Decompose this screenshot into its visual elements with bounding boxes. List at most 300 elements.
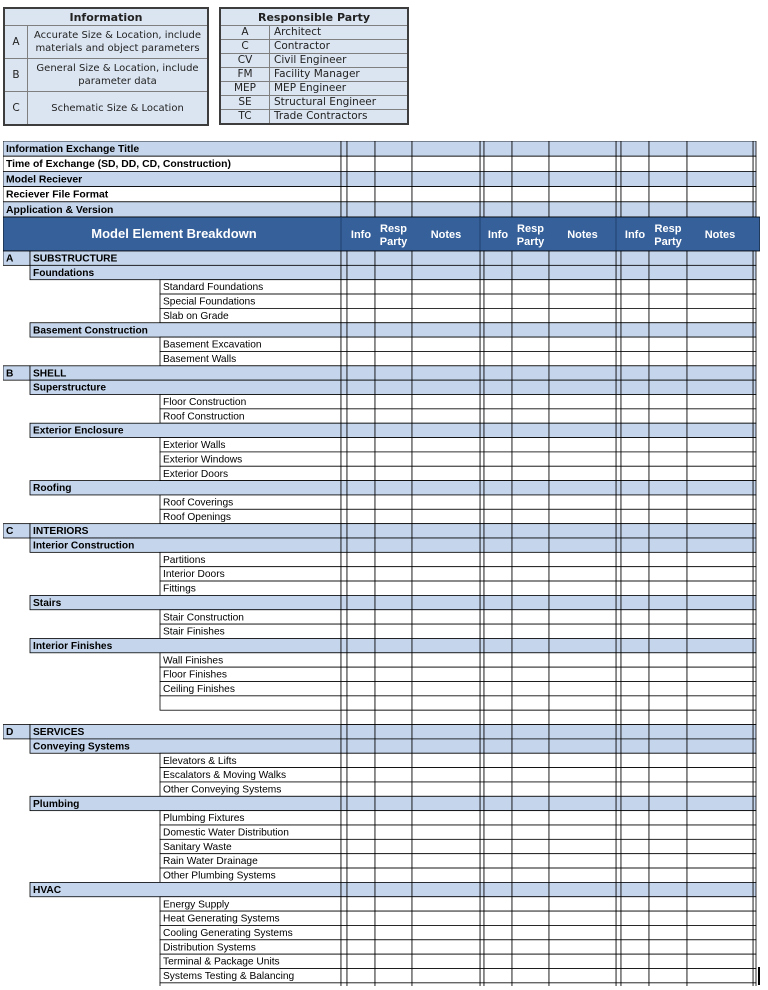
info-cell-element-1[interactable] (347, 509, 375, 523)
resp-party-cell-element-1[interactable] (375, 567, 412, 581)
notes-cell-element-3[interactable] (687, 782, 753, 796)
notes-cell-element-3[interactable] (687, 265, 753, 279)
resp-party-cell-element-2[interactable] (512, 567, 549, 581)
notes-cell-element-3[interactable] (687, 552, 753, 566)
notes-cell-element-2[interactable] (549, 251, 616, 265)
info-cell-element-3[interactable] (621, 538, 649, 552)
info-cell-element-3[interactable] (621, 567, 649, 581)
resp-party-cell-element-2[interactable] (512, 768, 549, 782)
notes-cell-element-3[interactable] (687, 854, 753, 868)
notes-cell-element-2[interactable] (549, 595, 616, 609)
resp-party-cell-exchange-3[interactable] (649, 171, 687, 186)
info-cell-element-2[interactable] (484, 366, 512, 380)
info-cell-element-3[interactable] (621, 280, 649, 294)
resp-party-cell-element-2[interactable] (512, 811, 549, 825)
resp-party-cell-element-3[interactable] (649, 380, 687, 394)
resp-party-cell-element-1[interactable] (375, 337, 412, 351)
info-cell-element-1[interactable] (347, 897, 375, 911)
info-cell-element-1[interactable] (347, 696, 375, 710)
info-cell-element-3[interactable] (621, 337, 649, 351)
resp-party-cell-element-1[interactable] (375, 969, 412, 983)
notes-cell-element-1[interactable] (412, 653, 480, 667)
info-cell-exchange-2[interactable] (484, 202, 512, 217)
notes-cell-element-1[interactable] (412, 567, 480, 581)
info-cell-element-3[interactable] (621, 868, 649, 882)
notes-cell-element-3[interactable] (687, 753, 753, 767)
info-cell-element-3[interactable] (621, 438, 649, 452)
info-cell-element-3[interactable] (621, 911, 649, 925)
notes-cell-element-2[interactable] (549, 882, 616, 896)
resp-party-cell-element-3[interactable] (649, 438, 687, 452)
notes-cell-element-2[interactable] (549, 854, 616, 868)
notes-cell-element-1[interactable] (412, 509, 480, 523)
info-cell-element-3[interactable] (621, 481, 649, 495)
info-cell-element-3[interactable] (621, 409, 649, 423)
resp-party-cell-element-3[interactable] (649, 811, 687, 825)
notes-cell-element-2[interactable] (549, 581, 616, 595)
resp-party-cell-element-1[interactable] (375, 667, 412, 681)
resp-party-cell-exchange-3[interactable] (649, 141, 687, 156)
info-cell-element-2[interactable] (484, 294, 512, 308)
notes-cell-exchange-2[interactable] (549, 156, 616, 171)
notes-cell-element-1[interactable] (412, 925, 480, 939)
info-cell-element-1[interactable] (347, 725, 375, 739)
resp-party-cell-element-3[interactable] (649, 337, 687, 351)
notes-cell-element-1[interactable] (412, 337, 480, 351)
notes-cell-element-2[interactable] (549, 925, 616, 939)
notes-cell-element-2[interactable] (549, 308, 616, 322)
notes-cell-element-3[interactable] (687, 581, 753, 595)
notes-cell-element-3[interactable] (687, 567, 753, 581)
info-cell-element-2[interactable] (484, 423, 512, 437)
notes-cell-element-2[interactable] (549, 567, 616, 581)
resp-party-cell-element-1[interactable] (375, 265, 412, 279)
notes-cell-element-3[interactable] (687, 768, 753, 782)
notes-cell-element-2[interactable] (549, 495, 616, 509)
resp-party-cell-element-2[interactable] (512, 466, 549, 480)
notes-cell-element-1[interactable] (412, 624, 480, 638)
resp-party-cell-element-2[interactable] (512, 653, 549, 667)
notes-cell-element-3[interactable] (687, 509, 753, 523)
resp-party-cell-element-1[interactable] (375, 653, 412, 667)
info-cell-element-1[interactable] (347, 940, 375, 954)
resp-party-cell-exchange-1[interactable] (375, 187, 412, 202)
resp-party-cell-element-2[interactable] (512, 739, 549, 753)
notes-cell-element-2[interactable] (549, 481, 616, 495)
notes-cell-element-3[interactable] (687, 366, 753, 380)
info-cell-element-1[interactable] (347, 366, 375, 380)
notes-cell-element-3[interactable] (687, 538, 753, 552)
notes-cell-exchange-2[interactable] (549, 171, 616, 186)
notes-cell-element-2[interactable] (549, 782, 616, 796)
info-cell-element-3[interactable] (621, 552, 649, 566)
notes-cell-element-2[interactable] (549, 839, 616, 853)
notes-cell-element-2[interactable] (549, 337, 616, 351)
info-cell-element-3[interactable] (621, 610, 649, 624)
resp-party-cell-element-1[interactable] (375, 854, 412, 868)
info-cell-element-2[interactable] (484, 739, 512, 753)
notes-cell-element-1[interactable] (412, 969, 480, 983)
info-cell-element-2[interactable] (484, 552, 512, 566)
notes-cell-element-1[interactable] (412, 380, 480, 394)
notes-cell-element-1[interactable] (412, 366, 480, 380)
notes-cell-element-2[interactable] (549, 265, 616, 279)
resp-party-cell-element-2[interactable] (512, 509, 549, 523)
info-cell-element-1[interactable] (347, 294, 375, 308)
notes-cell-element-3[interactable] (687, 882, 753, 896)
info-cell-element-1[interactable] (347, 337, 375, 351)
notes-cell-element-1[interactable] (412, 811, 480, 825)
notes-cell-element-3[interactable] (687, 308, 753, 322)
notes-cell-exchange-2[interactable] (549, 141, 616, 156)
resp-party-cell-element-1[interactable] (375, 768, 412, 782)
resp-party-cell-element-1[interactable] (375, 395, 412, 409)
info-cell-element-3[interactable] (621, 653, 649, 667)
info-cell-element-2[interactable] (484, 825, 512, 839)
resp-party-cell-exchange-3[interactable] (649, 156, 687, 171)
resp-party-cell-element-3[interactable] (649, 552, 687, 566)
resp-party-cell-element-2[interactable] (512, 753, 549, 767)
notes-cell-element-2[interactable] (549, 524, 616, 538)
info-cell-element-3[interactable] (621, 638, 649, 652)
resp-party-cell-element-1[interactable] (375, 696, 412, 710)
resp-party-cell-element-2[interactable] (512, 323, 549, 337)
resp-party-cell-element-2[interactable] (512, 452, 549, 466)
info-cell-element-2[interactable] (484, 796, 512, 810)
resp-party-cell-element-2[interactable] (512, 395, 549, 409)
resp-party-cell-element-1[interactable] (375, 466, 412, 480)
info-cell-element-3[interactable] (621, 983, 649, 986)
notes-cell-element-3[interactable] (687, 811, 753, 825)
info-cell-element-1[interactable] (347, 753, 375, 767)
resp-party-cell-element-3[interactable] (649, 653, 687, 667)
notes-cell-element-1[interactable] (412, 911, 480, 925)
info-cell-element-2[interactable] (484, 897, 512, 911)
notes-cell-element-3[interactable] (687, 696, 753, 710)
resp-party-cell-exchange-2[interactable] (512, 156, 549, 171)
notes-cell-element-1[interactable] (412, 538, 480, 552)
resp-party-cell-element-1[interactable] (375, 308, 412, 322)
notes-cell-exchange-3[interactable] (687, 187, 753, 202)
notes-cell-element-2[interactable] (549, 811, 616, 825)
notes-cell-element-3[interactable] (687, 969, 753, 983)
notes-cell-element-2[interactable] (549, 351, 616, 365)
info-cell-element-2[interactable] (484, 265, 512, 279)
resp-party-cell-element-3[interactable] (649, 351, 687, 365)
resp-party-cell-element-3[interactable] (649, 897, 687, 911)
notes-cell-element-2[interactable] (549, 610, 616, 624)
resp-party-cell-element-1[interactable] (375, 452, 412, 466)
resp-party-cell-element-2[interactable] (512, 265, 549, 279)
resp-party-cell-element-3[interactable] (649, 610, 687, 624)
notes-cell-element-2[interactable] (549, 509, 616, 523)
notes-cell-element-2[interactable] (549, 638, 616, 652)
info-cell-element-3[interactable] (621, 682, 649, 696)
info-cell-element-3[interactable] (621, 509, 649, 523)
resp-party-cell-element-2[interactable] (512, 868, 549, 882)
info-cell-element-2[interactable] (484, 438, 512, 452)
resp-party-cell-element-3[interactable] (649, 696, 687, 710)
resp-party-cell-element-1[interactable] (375, 351, 412, 365)
info-cell-element-2[interactable] (484, 839, 512, 853)
resp-party-cell-exchange-3[interactable] (649, 202, 687, 217)
info-cell-element-2[interactable] (484, 753, 512, 767)
resp-party-cell-element-2[interactable] (512, 366, 549, 380)
info-cell-element-3[interactable] (621, 725, 649, 739)
notes-cell-element-2[interactable] (549, 739, 616, 753)
info-cell-element-2[interactable] (484, 653, 512, 667)
resp-party-cell-element-1[interactable] (375, 423, 412, 437)
resp-party-cell-element-1[interactable] (375, 897, 412, 911)
resp-party-cell-element-3[interactable] (649, 409, 687, 423)
notes-cell-element-2[interactable] (549, 983, 616, 986)
info-cell-element-1[interactable] (347, 308, 375, 322)
resp-party-cell-element-3[interactable] (649, 294, 687, 308)
notes-cell-element-2[interactable] (549, 466, 616, 480)
info-cell-element-1[interactable] (347, 796, 375, 810)
notes-cell-element-2[interactable] (549, 753, 616, 767)
info-cell-element-2[interactable] (484, 854, 512, 868)
notes-cell-element-1[interactable] (412, 667, 480, 681)
resp-party-cell-element-2[interactable] (512, 882, 549, 896)
info-cell-element-3[interactable] (621, 323, 649, 337)
notes-cell-element-3[interactable] (687, 337, 753, 351)
resp-party-cell-element-1[interactable] (375, 682, 412, 696)
info-cell-element-1[interactable] (347, 969, 375, 983)
notes-cell-element-3[interactable] (687, 452, 753, 466)
notes-cell-element-3[interactable] (687, 323, 753, 337)
info-cell-element-2[interactable] (484, 538, 512, 552)
info-cell-exchange-3[interactable] (621, 141, 649, 156)
info-cell-element-3[interactable] (621, 595, 649, 609)
resp-party-cell-element-1[interactable] (375, 725, 412, 739)
info-cell-element-2[interactable] (484, 954, 512, 968)
info-cell-element-2[interactable] (484, 452, 512, 466)
resp-party-cell-element-3[interactable] (649, 524, 687, 538)
notes-cell-element-3[interactable] (687, 983, 753, 986)
resp-party-cell-element-2[interactable] (512, 911, 549, 925)
notes-cell-element-1[interactable] (412, 395, 480, 409)
notes-cell-element-1[interactable] (412, 854, 480, 868)
notes-cell-element-1[interactable] (412, 552, 480, 566)
resp-party-cell-element-2[interactable] (512, 538, 549, 552)
info-cell-element-2[interactable] (484, 409, 512, 423)
info-cell-element-3[interactable] (621, 897, 649, 911)
info-cell-element-3[interactable] (621, 696, 649, 710)
info-cell-element-3[interactable] (621, 954, 649, 968)
info-cell-exchange-1[interactable] (347, 156, 375, 171)
info-cell-element-2[interactable] (484, 481, 512, 495)
info-cell-element-3[interactable] (621, 624, 649, 638)
resp-party-cell-element-3[interactable] (649, 710, 687, 724)
notes-cell-element-3[interactable] (687, 610, 753, 624)
resp-party-cell-element-3[interactable] (649, 911, 687, 925)
notes-cell-element-3[interactable] (687, 954, 753, 968)
info-cell-element-2[interactable] (484, 696, 512, 710)
resp-party-cell-element-1[interactable] (375, 538, 412, 552)
resp-party-cell-element-1[interactable] (375, 868, 412, 882)
resp-party-cell-element-3[interactable] (649, 452, 687, 466)
notes-cell-element-3[interactable] (687, 351, 753, 365)
info-cell-element-3[interactable] (621, 753, 649, 767)
resp-party-cell-element-2[interactable] (512, 524, 549, 538)
resp-party-cell-element-1[interactable] (375, 438, 412, 452)
resp-party-cell-element-3[interactable] (649, 481, 687, 495)
resp-party-cell-element-2[interactable] (512, 940, 549, 954)
notes-cell-element-3[interactable] (687, 739, 753, 753)
resp-party-cell-element-3[interactable] (649, 925, 687, 939)
info-cell-element-2[interactable] (484, 380, 512, 394)
info-cell-element-2[interactable] (484, 466, 512, 480)
notes-cell-element-2[interactable] (549, 538, 616, 552)
notes-cell-element-1[interactable] (412, 610, 480, 624)
info-cell-element-2[interactable] (484, 495, 512, 509)
resp-party-cell-element-2[interactable] (512, 825, 549, 839)
notes-cell-element-3[interactable] (687, 825, 753, 839)
info-cell-element-3[interactable] (621, 768, 649, 782)
info-cell-element-1[interactable] (347, 768, 375, 782)
notes-cell-exchange-1[interactable] (412, 202, 480, 217)
notes-cell-element-2[interactable] (549, 682, 616, 696)
resp-party-cell-exchange-1[interactable] (375, 141, 412, 156)
notes-cell-element-1[interactable] (412, 796, 480, 810)
resp-party-cell-element-1[interactable] (375, 624, 412, 638)
resp-party-cell-element-2[interactable] (512, 839, 549, 853)
notes-cell-element-1[interactable] (412, 954, 480, 968)
resp-party-cell-element-1[interactable] (375, 753, 412, 767)
info-cell-element-1[interactable] (347, 538, 375, 552)
resp-party-cell-element-3[interactable] (649, 581, 687, 595)
resp-party-cell-element-2[interactable] (512, 481, 549, 495)
resp-party-cell-element-3[interactable] (649, 509, 687, 523)
resp-party-cell-element-2[interactable] (512, 581, 549, 595)
notes-cell-element-3[interactable] (687, 251, 753, 265)
notes-cell-element-3[interactable] (687, 653, 753, 667)
notes-cell-element-3[interactable] (687, 725, 753, 739)
notes-cell-element-1[interactable] (412, 682, 480, 696)
info-cell-element-3[interactable] (621, 940, 649, 954)
notes-cell-element-3[interactable] (687, 911, 753, 925)
resp-party-cell-element-2[interactable] (512, 710, 549, 724)
info-cell-element-1[interactable] (347, 911, 375, 925)
resp-party-cell-element-2[interactable] (512, 696, 549, 710)
notes-cell-element-1[interactable] (412, 481, 480, 495)
resp-party-cell-element-2[interactable] (512, 725, 549, 739)
notes-cell-element-3[interactable] (687, 940, 753, 954)
info-cell-element-2[interactable] (484, 595, 512, 609)
notes-cell-element-2[interactable] (549, 969, 616, 983)
info-cell-element-3[interactable] (621, 366, 649, 380)
notes-cell-element-2[interactable] (549, 280, 616, 294)
info-cell-element-1[interactable] (347, 265, 375, 279)
info-cell-element-1[interactable] (347, 524, 375, 538)
notes-cell-element-1[interactable] (412, 308, 480, 322)
info-cell-element-1[interactable] (347, 925, 375, 939)
notes-cell-element-1[interactable] (412, 265, 480, 279)
resp-party-cell-element-1[interactable] (375, 811, 412, 825)
resp-party-cell-element-3[interactable] (649, 839, 687, 853)
info-cell-element-1[interactable] (347, 854, 375, 868)
notes-cell-element-1[interactable] (412, 251, 480, 265)
resp-party-cell-element-3[interactable] (649, 308, 687, 322)
info-cell-element-1[interactable] (347, 495, 375, 509)
notes-cell-element-2[interactable] (549, 294, 616, 308)
notes-cell-element-3[interactable] (687, 524, 753, 538)
info-cell-element-3[interactable] (621, 667, 649, 681)
info-cell-element-2[interactable] (484, 337, 512, 351)
resp-party-cell-element-1[interactable] (375, 495, 412, 509)
info-cell-element-2[interactable] (484, 509, 512, 523)
resp-party-cell-element-3[interactable] (649, 682, 687, 696)
info-cell-element-3[interactable] (621, 380, 649, 394)
resp-party-cell-element-3[interactable] (649, 940, 687, 954)
resp-party-cell-element-2[interactable] (512, 624, 549, 638)
info-cell-element-2[interactable] (484, 882, 512, 896)
resp-party-cell-element-3[interactable] (649, 753, 687, 767)
resp-party-cell-element-2[interactable] (512, 294, 549, 308)
info-cell-element-3[interactable] (621, 710, 649, 724)
notes-cell-element-2[interactable] (549, 323, 616, 337)
resp-party-cell-element-1[interactable] (375, 839, 412, 853)
info-cell-element-1[interactable] (347, 682, 375, 696)
info-cell-element-2[interactable] (484, 782, 512, 796)
resp-party-cell-element-2[interactable] (512, 925, 549, 939)
info-cell-element-3[interactable] (621, 466, 649, 480)
notes-cell-exchange-1[interactable] (412, 171, 480, 186)
info-cell-exchange-2[interactable] (484, 187, 512, 202)
notes-cell-element-1[interactable] (412, 768, 480, 782)
resp-party-cell-element-2[interactable] (512, 251, 549, 265)
info-cell-element-3[interactable] (621, 524, 649, 538)
resp-party-cell-element-2[interactable] (512, 854, 549, 868)
resp-party-cell-element-1[interactable] (375, 925, 412, 939)
notes-cell-element-2[interactable] (549, 395, 616, 409)
info-cell-element-2[interactable] (484, 610, 512, 624)
resp-party-cell-element-3[interactable] (649, 495, 687, 509)
info-cell-element-3[interactable] (621, 294, 649, 308)
notes-cell-element-2[interactable] (549, 868, 616, 882)
resp-party-cell-element-2[interactable] (512, 552, 549, 566)
info-cell-element-1[interactable] (347, 581, 375, 595)
notes-cell-element-3[interactable] (687, 481, 753, 495)
resp-party-cell-exchange-3[interactable] (649, 187, 687, 202)
info-cell-element-1[interactable] (347, 954, 375, 968)
resp-party-cell-element-3[interactable] (649, 638, 687, 652)
info-cell-element-2[interactable] (484, 969, 512, 983)
notes-cell-element-2[interactable] (549, 768, 616, 782)
notes-cell-element-3[interactable] (687, 624, 753, 638)
info-cell-element-3[interactable] (621, 581, 649, 595)
notes-cell-element-2[interactable] (549, 911, 616, 925)
resp-party-cell-element-3[interactable] (649, 567, 687, 581)
info-cell-element-1[interactable] (347, 610, 375, 624)
notes-cell-element-2[interactable] (549, 452, 616, 466)
info-cell-element-3[interactable] (621, 925, 649, 939)
info-cell-element-1[interactable] (347, 868, 375, 882)
info-cell-element-3[interactable] (621, 796, 649, 810)
notes-cell-element-3[interactable] (687, 796, 753, 810)
info-cell-element-3[interactable] (621, 351, 649, 365)
notes-cell-element-3[interactable] (687, 710, 753, 724)
info-cell-element-1[interactable] (347, 839, 375, 853)
notes-cell-element-1[interactable] (412, 825, 480, 839)
resp-party-cell-element-1[interactable] (375, 409, 412, 423)
resp-party-cell-element-1[interactable] (375, 940, 412, 954)
info-cell-element-2[interactable] (484, 581, 512, 595)
info-cell-element-3[interactable] (621, 265, 649, 279)
notes-cell-element-1[interactable] (412, 638, 480, 652)
info-cell-element-1[interactable] (347, 882, 375, 896)
